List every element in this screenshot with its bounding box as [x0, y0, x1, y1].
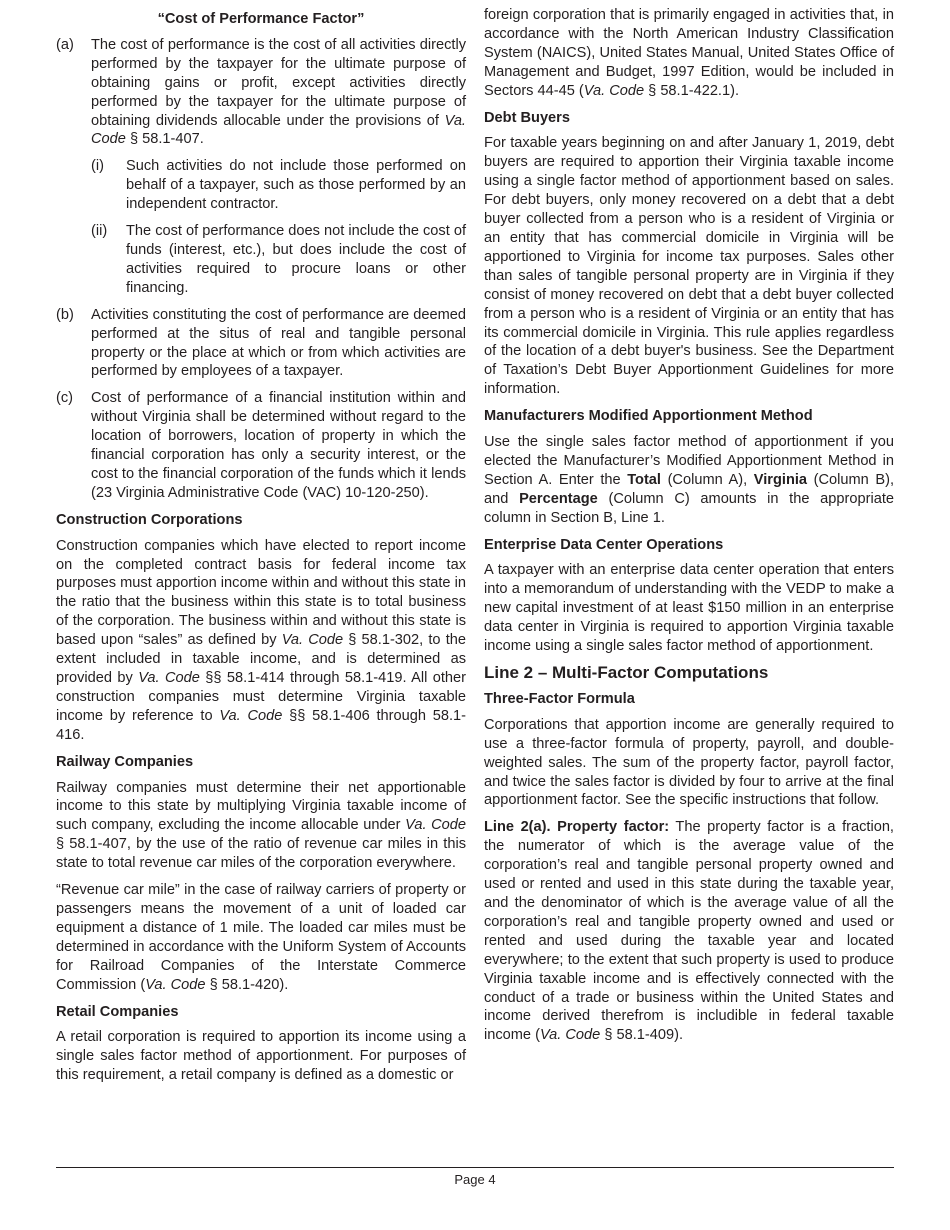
paragraph	[484, 818, 894, 1045]
list-item	[56, 306, 466, 382]
text-run: A retail corporation is required to apportion its income using a single sales factor method of apportionment. For purposes of this requirement, a retail company is defined as a domestic or	[56, 1029, 466, 1084]
text-run: § 58.1-409).	[600, 1027, 684, 1044]
text-run: Enterprise Data Center Operations	[484, 536, 724, 553]
list-item-label: (a)	[56, 36, 74, 53]
text-run: Activities constituting the cost of performance are deemed performed at the situs of real and tangible personal property or the place at which or from which activities are performed by employees of a taxpayer.	[91, 306, 466, 380]
section-heading	[56, 10, 466, 29]
text-run: Railway companies must determine their net apportionable income to this state by multiplying Virginia taxable income of such company, excluding the income allocable under	[56, 779, 466, 834]
text-run: Line 2 – Multi-Factor Computations	[484, 663, 769, 682]
text-run: § 58.1-302, to the extent included in taxable income, and is determined as provided by	[56, 632, 466, 686]
italic-citation: Va. Code	[281, 632, 344, 649]
list-item	[91, 222, 466, 298]
text-run: Corporations that apportion income are generally required to use a three-factor formula of property, payroll, and double-weighted sales. The sum of the property factor, payroll factor, and twice the sales factor is divided by four to arrive at the final apportionment factor. See the specific instructions that follow.	[484, 716, 894, 809]
left-column	[56, 6, 466, 1093]
paragraph	[484, 134, 894, 399]
text-run: Cost of performance of a financial institution within and without Virginia shall be determined without regard to the location of borrowers, location of property in which the financial corporation has only a security interest, or the cost to the financial corporation of the funds which it lends (23 Virginia Administrative Code (VAC) 10-120-250).	[91, 390, 466, 501]
text-run: The property factor is a fraction, the numerator of which is the average value of the corporation’s real and tangible personal property owned and used or rented and used in this state during the taxable year, and the denominator of which is the average value of all the corporation’s real and tangible property owned and used or rented and used during the taxable year and located everywhere; to the extent that such property is used to produce Virginia taxable income and is effectively connected with the conduct of a trade or business within the United States and income derived therefrom is includible in federal taxable income (	[484, 819, 894, 1044]
list-item-label: (b)	[56, 306, 74, 323]
text-run: Railway Companies	[56, 753, 194, 770]
text-run: Retail Companies	[56, 1003, 179, 1020]
paragraph	[56, 537, 466, 745]
text-run: (Column C) amounts in the appropriate column in Section B, Line 1.	[484, 490, 894, 526]
bold-term: Line 2(a). Property factor:	[484, 819, 670, 836]
text-run: § 58.1-420).	[205, 976, 289, 993]
italic-citation: Va. Code	[145, 976, 206, 993]
text-run: Construction Corporations	[56, 511, 243, 528]
bold-term: Total	[627, 471, 661, 488]
text-run: A taxpayer with an enterprise data center operation that enters into a memorandum of understanding with the VEDP to make a new capital investment of at least $150 million in an enterprise data center in Virginia is required to apportion Virginia taxable income using a single sales factor method of apportionment.	[484, 562, 894, 655]
footer-divider	[56, 1167, 894, 1168]
italic-citation: Va. Code	[219, 707, 283, 724]
text-run: § 58.1-407, by the use of the ratio of revenue car miles in this state to total revenue car miles of the corporation everywhere.	[56, 836, 466, 872]
italic-citation: Va. Code	[583, 82, 645, 99]
text-run: (Column A),	[660, 471, 754, 488]
text-run: Such activities do not include those performed on behalf of a taxpayer, such as those performed by an independent contractor.	[126, 158, 466, 213]
paragraph	[56, 1028, 466, 1085]
italic-citation: Va. Code	[91, 112, 466, 148]
text-run: The cost of performance is the cost of all activities directly performed by the taxpayer for the ultimate purpose of obtaining gains or profit, except activities directly performed by the taxpayer for the ultimate purpose of obtaining dividends allocable under the provisions of	[91, 36, 466, 129]
page-number: Page 4	[454, 1172, 496, 1187]
right-column	[484, 6, 894, 1053]
list-item-label: (ii)	[91, 223, 108, 240]
section-heading	[484, 690, 894, 709]
paragraph	[484, 433, 894, 528]
list-item	[91, 157, 466, 214]
text-run: §§ 58.1-414 through 58.1-419. All other construction companies must determine Virginia taxable income by reference to	[56, 670, 467, 724]
bold-term: Percentage	[519, 490, 598, 507]
list-item	[56, 389, 466, 502]
paragraph	[484, 716, 894, 811]
italic-citation: Va. Code	[539, 1027, 601, 1044]
paragraph	[484, 6, 894, 101]
text-run: For taxable years beginning on and after January 1, 2019, debt buyers are required to apportion their Virginia taxable income using a single factor method of apportionment based on sales. For debt buyers, only money recovered on a debt that a debt buyer collected from a person who is a resident of Virginia or an entity that has commercial domicile in Virginia will be apportioned to Virginia for income tax purposes. Sales other than sales of tangible personal property are in Virginia if they consist of money recovered on debt that a debt buyer collected from a person who is a resident of Virginia or an entity that has its commercial domicile in Virginia. This rule applies regardless of the location of a debt buyer's business. See the Department of Taxation’s Debt Buyer Apportionment Guidelines for more information.	[484, 135, 894, 398]
text-run: The cost of performance does not include the cost of funds (interest, etc.), but does include the cost of activities required to procure loans or other financing.	[126, 223, 466, 296]
text-run: Manufacturers Modified Apportionment Method	[484, 408, 813, 425]
text-run: (Column B), and	[484, 471, 895, 507]
section-heading	[56, 753, 466, 772]
bold-term: Virginia	[753, 471, 808, 488]
list-item-label: (c)	[56, 390, 74, 407]
text-run: Construction companies which have elected to report income on the completed contract basis for federal income tax purposes must apportion income within and without this state in the ratio that the business within this state is to total business of the corporation. The business within and without this state is based upon “sales” as defined by	[56, 537, 466, 649]
text-run: §§ 58.1-406 through 58.1-416.	[56, 707, 466, 743]
section-heading	[484, 407, 894, 426]
text-run: Three-Factor Formula	[484, 690, 635, 707]
italic-citation: Va. Code	[405, 817, 466, 834]
italic-citation: Va. Code	[138, 670, 200, 686]
paragraph	[56, 779, 466, 874]
section-heading	[484, 536, 894, 555]
text-run: “Cost of Performance Factor”	[157, 11, 365, 27]
section-heading	[56, 511, 466, 530]
paragraph	[484, 561, 894, 656]
text-run: Debt Buyers	[484, 109, 570, 126]
list-item-label: (i)	[91, 158, 104, 175]
text-run: § 58.1-407.	[125, 131, 204, 148]
text-run: foreign corporation that is primarily engaged in activities that, in accordance with the North American Industry Classification System (NAICS), United States Manual, United States Office of Management and Budget, 1997 Edition, would be included in Sectors 44-45 (	[484, 7, 894, 99]
text-run: Use the single sales factor method of apportionment if you elected the Manufacturer’s Modified Apportionment Method in Section A. Enter the	[484, 434, 894, 488]
text-run: § 58.1-422.1).	[644, 82, 740, 99]
section-heading	[56, 1003, 466, 1022]
section-heading	[484, 664, 894, 683]
text-run: “Revenue car mile” in the case of railway carriers of property or passengers means the movement of a unit of loaded car equipment a distance of 1 mile. The loaded car miles must be determined in accordance with the Uniform System of Accounts for Railroad Companies of the Interstate Commerce Commission (	[56, 882, 466, 993]
paragraph	[56, 881, 466, 994]
list-item	[56, 36, 466, 149]
section-heading	[484, 109, 894, 128]
